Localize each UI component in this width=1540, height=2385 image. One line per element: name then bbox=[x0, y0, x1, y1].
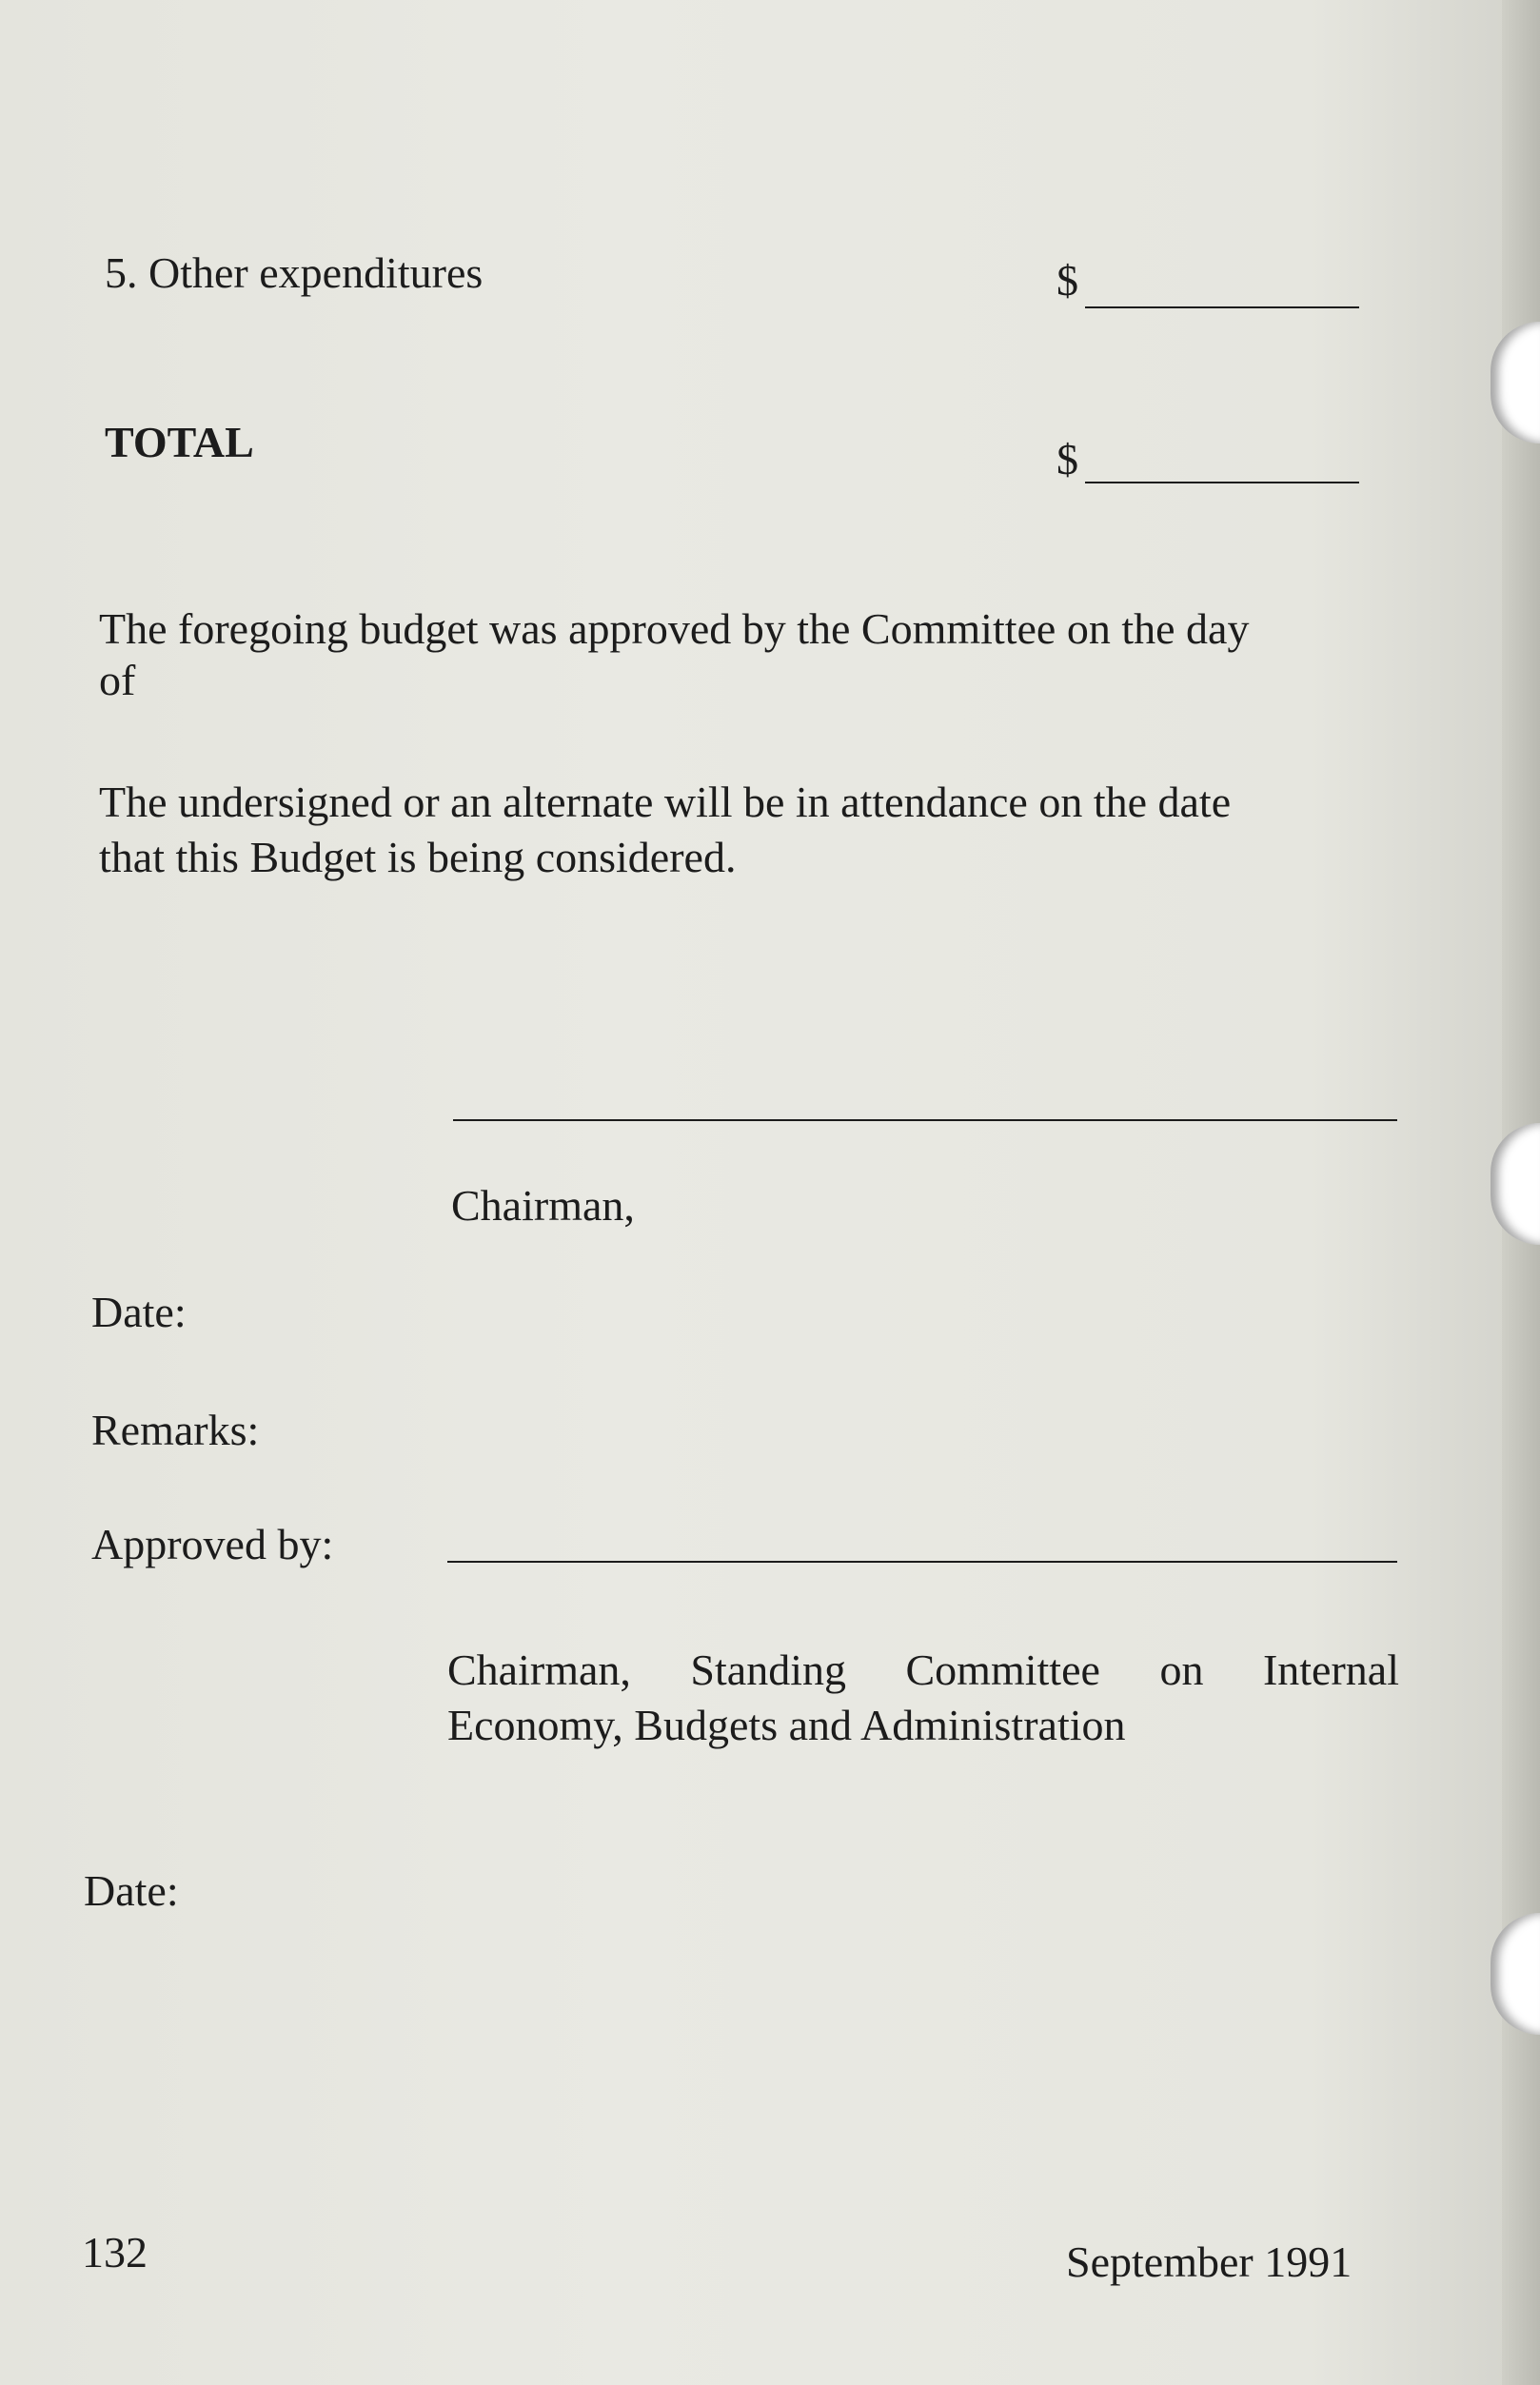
binder-hole-top bbox=[1491, 322, 1540, 443]
other-expenditures-currency: $ bbox=[1056, 256, 1078, 305]
attendance-statement-line1: The undersigned or an alternate will be in attendance on the date bbox=[99, 778, 1232, 826]
remarks-label: Remarks: bbox=[91, 1406, 260, 1454]
approval-statement-line1: The foregoing budget was approved by the Committee on the day bbox=[99, 604, 1250, 653]
total-label: TOTAL bbox=[105, 418, 254, 466]
approver-word-5: Internal bbox=[1262, 1646, 1399, 1694]
signature-line[interactable] bbox=[453, 1119, 1397, 1121]
approver-word-3: Committee bbox=[905, 1646, 1100, 1694]
approver-title-line2: Economy, Budgets and Administration bbox=[447, 1701, 1126, 1749]
total-currency: $ bbox=[1056, 435, 1078, 483]
total-amount-line[interactable] bbox=[1085, 482, 1359, 483]
approver-word-4: on bbox=[1159, 1646, 1204, 1694]
other-expenditures-amount-line[interactable] bbox=[1085, 306, 1359, 308]
approver-word-1: Chairman, bbox=[447, 1646, 631, 1694]
approved-by-signature-line[interactable] bbox=[447, 1561, 1397, 1563]
second-date-label: Date: bbox=[84, 1866, 179, 1915]
other-expenditures-label: 5. Other expenditures bbox=[105, 248, 484, 297]
approver-word-2: Standing bbox=[690, 1646, 846, 1694]
binder-hole-bottom bbox=[1491, 1913, 1540, 2035]
page-number: 132 bbox=[82, 2228, 148, 2277]
approver-title-line1 bbox=[447, 1645, 1399, 1696]
approval-statement-line2: of bbox=[99, 656, 136, 704]
binder-hole-middle bbox=[1491, 1123, 1540, 1245]
approved-by-label: Approved by: bbox=[91, 1520, 334, 1568]
attendance-statement-line2: that this Budget is being considered. bbox=[99, 833, 737, 881]
signature-title: Chairman, bbox=[451, 1181, 635, 1230]
date-label: Date: bbox=[91, 1288, 187, 1336]
footer-date: September 1991 bbox=[1066, 2237, 1352, 2286]
